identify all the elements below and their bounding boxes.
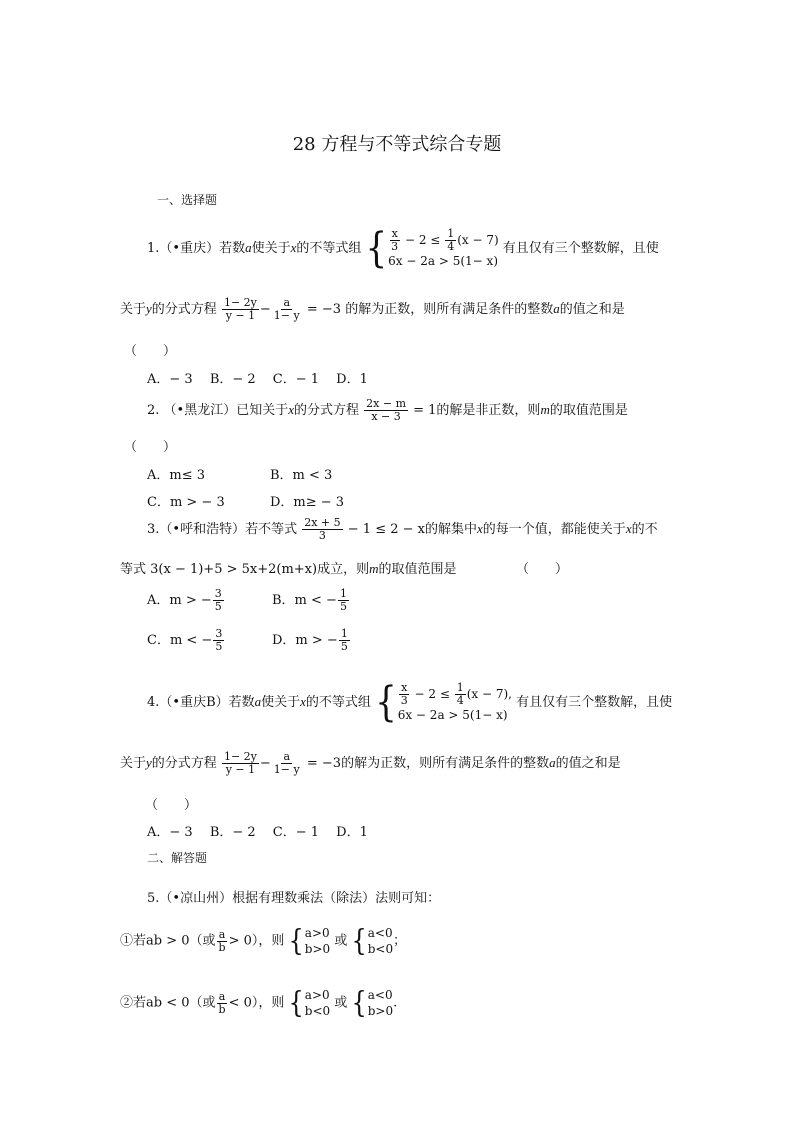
q2-paren: （ ） — [124, 440, 177, 455]
q3-option-a: A．m > − $\frac{3}{5}$ — [147, 587, 222, 614]
q3-paren: （ ） — [516, 562, 569, 577]
q2-option-a: A．m≤ 3 — [147, 468, 206, 483]
q3-option-d: D．m > − $\frac{1}{5}$ — [272, 627, 348, 654]
q3-line2: 等式 3(x − 1)+5 > 5x+2(m+x)成立，则m的取值范围是 — [120, 561, 457, 577]
rule-2: ②若ab < 0（或 $\frac{a}{b}$ < 0），则 { a>0 b<0 或 { a<0 b>0 . — [120, 986, 398, 1020]
q1-tail: 有且仅有三个整数解，且使 — [502, 241, 659, 257]
q3-option-b: B．m < − $\frac{1}{5}$ — [272, 587, 347, 614]
page-title: 28 方程与不等式综合专题 — [292, 134, 502, 155]
q3-option-c: C．m < − $\frac{3}{5}$ — [147, 627, 223, 654]
q1-lead: 1.（•重庆）若数 — [147, 241, 246, 257]
question-2: 2. （•黑龙江）已知关于x的分式方程 $\frac{2x - m}{x - 3}$ = 1的解是非正数，则m的取值范围是 — [147, 397, 628, 424]
question-3: 3.（•呼和浩特）若不等式 $\frac{2x + 5}{3}$ − 1 ≤ 2 − x的解集中x的每一个值，都能使关于x的不 — [147, 516, 658, 543]
q4-paren: （ ） — [145, 798, 198, 813]
inequality-system: { $\frac{x}{3}$ − 2 ≤ $\frac{1}{4}$ (x − 7) 6x − 2a > 5(1− x) — [365, 224, 499, 273]
q2-option-b: B．m < 3 — [270, 468, 333, 483]
question-4: 4.（•重庆B）若数a使关于x的不等式组 { $\frac{x}{3}$ − 2 ≤ $\frac{1}{4}$ (x − 7), 6x − 2a > 5(1− x) 有且仅有三个整数解，且使 — [147, 678, 673, 727]
q1-paren: （ ） — [124, 344, 177, 359]
q4-options: A．− 3 B．− 2 C．− 1 D．1 — [147, 825, 368, 840]
q1-line2: 关于y的分式方程 $\frac{1- 2y}{y - 1}$ − $\frac{a}{1- y}$ = −3 的解为正数，则所有满足条件的整数a的值之和是 — [120, 296, 625, 323]
q2-option-d: D．m≥ − 3 — [270, 495, 345, 510]
section-choice: 一、选择题 — [157, 193, 218, 207]
q1-options: A．− 3 B．− 2 C．− 1 D．1 — [147, 372, 368, 387]
question-5: 5.（•凉山州）根据有理数乘法（除法）法则可知： — [147, 891, 441, 906]
inequality-system-4: { $\frac{x}{3}$ − 2 ≤ $\frac{1}{4}$ (x − 7), 6x − 2a > 5(1− x) — [375, 678, 512, 727]
q2-option-c: C．m > − 3 — [147, 495, 225, 510]
rule-1: ①若ab > 0（或 $\frac{a}{b}$ > 0），则 { a>0 b>0 或 { a<0 b<0 ； — [120, 924, 407, 958]
section-answer: 二、解答题 — [147, 851, 208, 865]
question-1: 1.（•重庆）若数a使关于x的不等式组 { $\frac{x}{3}$ − 2 ≤ $\frac{1}{4}$ (x − 7) 6x − 2a > 5(1− x) 有且仅有三个整数解，且使 — [147, 224, 659, 273]
q4-line2: 关于y的分式方程 $\frac{1- 2y}{y - 1}$ − $\frac{a}{1- y}$ = −3的解为正数，则所有满足条件的整数a的值之和是 — [120, 750, 621, 777]
